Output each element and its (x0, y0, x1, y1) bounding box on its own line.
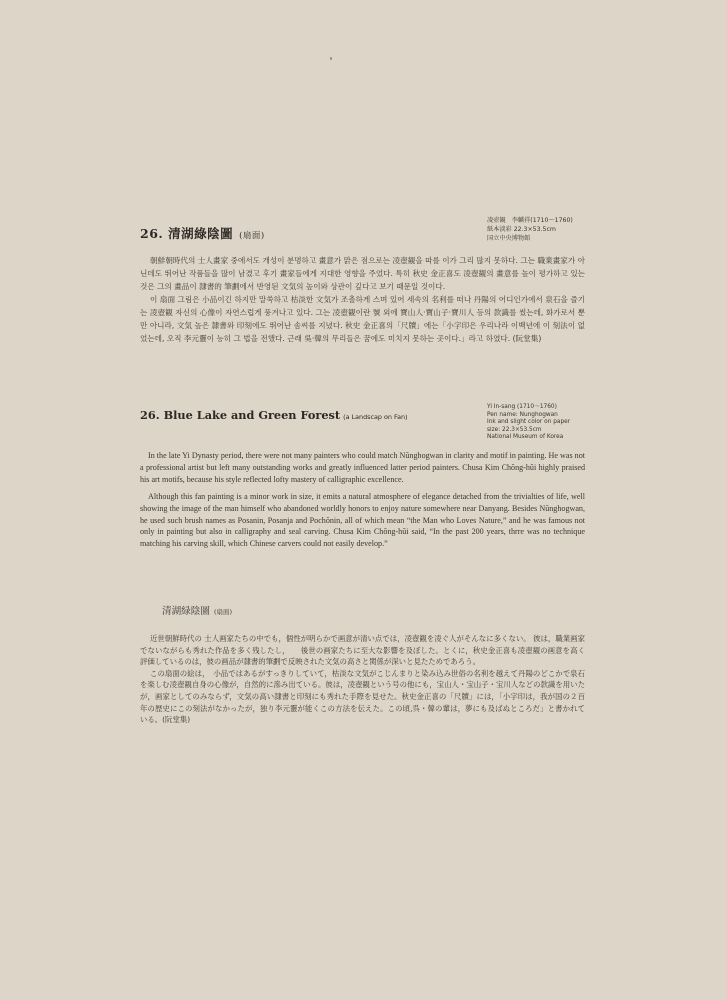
english-body (140, 450, 585, 550)
english-meta (487, 404, 597, 442)
english-section (140, 404, 585, 555)
korean-paragraph: 이 扇面 그림은 小品이긴 하지만 말쑥하고 枯淡한 文気가 조촐하게 스며 있어 세속의 名利를 떠나 丹陽의 어디인가에서 泉石을 즐기는 凌壺観 자신의 心像이 자연스럽게 풍겨나고 있다. 그는 凌壺観이란 號 외에 寶山人·寶山子·寶川人 등의 款識를 썼는데, 화가로서 뿐만 아니라, 文気 높은 隷書와 印刻에도 뛰어난 솜씨를 지녔다. 秋史 金正喜의「尺牘」에는「小字印은 우리나라 이백년에 이 刻法이 없었는데, 오직 李元靈이 능히 그 법을 전했다. 근래 吳·韓의 무리들은 꿈에도 미치지 못하는 곳이다.」라고 하였다. (阮堂集) (140, 295, 585, 343)
meta-medium: Ink and slight color on paper (487, 419, 571, 426)
korean-title-subtitle: (扇面) (239, 231, 265, 241)
meta-size: size: 22.3×53.5cm (487, 426, 542, 433)
korean-body (140, 254, 585, 345)
meta-artist: Yi In-sang (1710～1760) (487, 404, 557, 410)
english-title (140, 408, 408, 422)
english-paragraph: In the late Yi Dynasty period, there were not many painters who could match Nŭnghogwan in clarity and motif in painting. He was not a professional artist but left many outstanding works and greatly influenced latter period painters. Chusa Kim Chŏng-hŭi highly praised his art motifs, because his style reflected lofty mastery of calligraphic excellence. (140, 451, 585, 484)
english-title-subtitle: (a Landscap on Fan) (343, 413, 408, 421)
korean-title-text: 26. 清湖綠陰圖 (140, 226, 234, 241)
english-paragraph: Although this fan painting is a minor work in size, it emits a natural atmosphere of elegance detached from the trivialties of life, well showing the image of the man himself who abandoned worldly honors to enjoy nature somewhere near Danyang. Besides Nŭnghogwan, he used such brush names as Posanin, Posanja and Pochŏnin, all of which mean “the Man who Loves Nature,” and he was famous not only in painting but also in calligraphy and seal carving. Chusa Kim Chŏng-hŭi said, “In the past 200 years, thrre was no technique matching his carving skill, which Chinese carvers could not easily develop.” (140, 491, 585, 549)
meta-collection: 国立中央博物館 (487, 235, 531, 242)
japanese-title-text: 清湖緑陰圖 (162, 606, 210, 617)
paper-speck (330, 57, 332, 60)
japanese-paragraph: 近世朝鮮時代の 士人画家たちの中でも，個性が明らかで画意が清い点では，凌壺観を凌ぐ人がそんなに多くない。 彼は，職業画家でないながらも秀れた作品を多く残したし， 後世の画家たちに至大な影響を及ぼした。とくに，秋史金正喜も凌壺観の画意を高く評価しているのは，彼の画品が隷書的筆劃で反映された文気の高さと関係が深いと見たためであろう。 (140, 634, 585, 667)
japanese-section (140, 603, 585, 726)
korean-meta (487, 216, 587, 243)
korean-paragraph: 朝鮮朝時代의 士人畫家 중에서도 개성이 분명하고 畫意가 맑은 점으로는 凌壺観을 따를 이가 그리 많지 못하다. 그는 職業畫家가 아닌데도 뛰어난 작품들을 많이 남겼고 후기 畫家들에게 지대한 영향을 주었다. 특히 秋史 金正喜도 凌壺観의 畫意를 높이 평가하고 있는 것은 그의 畫品이 隷書的 筆劃에서 반영된 文気의 높이와 상관이 깊다고 보기 때문일 것이다. (140, 256, 585, 291)
korean-title (140, 224, 265, 242)
japanese-paragraph: この扇面の絵は， 小品ではあるがすっきりしていて，枯淡な文気がこじんまりと染み込み世俗の名利を越えて丹陽のどこかで泉石を楽しむ凌壺観自身の心像が，自然的に滲み出ている。彼は，凌壺観という号の他にも，宝山人・宝山子・宝川人などの款識を用いたが，画家としてのみならず，文気の高い隷書と印刻にも秀れた手際を見せた。秋史金正喜の「尺牘」には，「小字印は，我が国の２百年の歴史にこの刻法がなかったが，独り李元靈が能くこの方法を伝えた。この頃,呉・韓の輩は，夢にも及ばぬところだ」と書かれている。(阮堂集) (140, 668, 585, 725)
meta-artist: 凌壺観 李麟祥(1710～1760) (487, 217, 573, 224)
japanese-body (140, 633, 585, 726)
japanese-title (162, 603, 585, 633)
japanese-title-subtitle: (扇面) (213, 608, 233, 616)
korean-header (140, 216, 585, 246)
english-title-text: 26. Blue Lake and Green Forest (140, 408, 341, 422)
english-header (140, 404, 585, 450)
korean-section (140, 216, 585, 345)
meta-collection: National Museum of Korea (487, 434, 564, 441)
meta-medium: 紙本淡彩 22.3×53.5cm (487, 226, 556, 233)
meta-pen-name: Pen name: Nunghogwan (487, 411, 558, 418)
